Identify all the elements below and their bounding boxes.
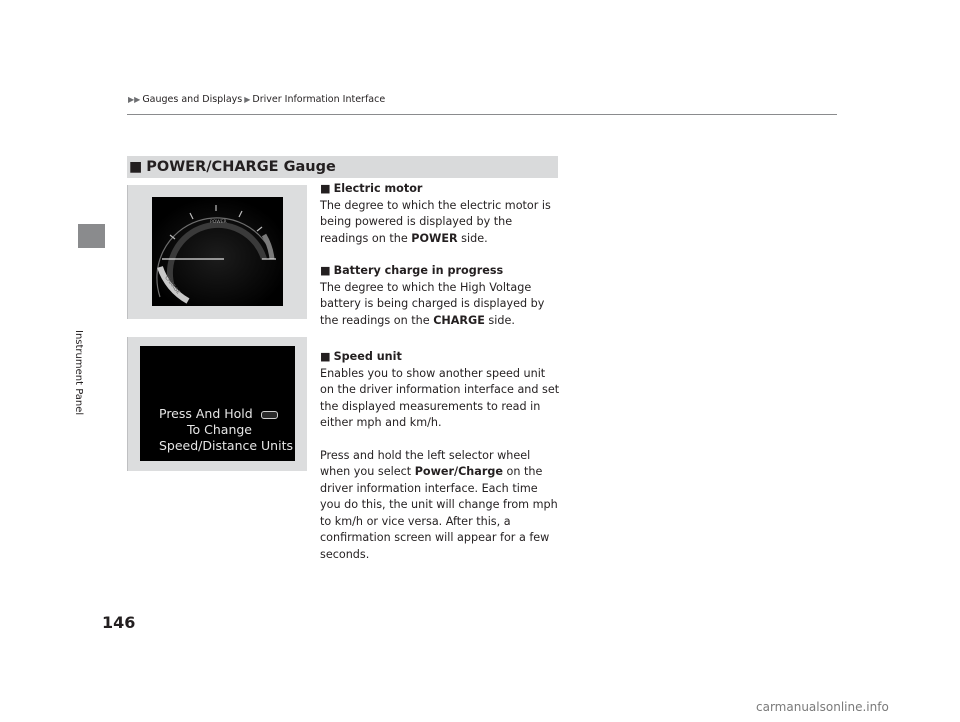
battery-charge-text bbox=[320, 280, 560, 330]
section-header bbox=[127, 156, 558, 178]
section-title: POWER/CHARGE Gauge bbox=[146, 159, 336, 175]
speed-unit-heading-text: Speed unit bbox=[333, 350, 402, 363]
battery-charge-text-a: The degree to which the High Voltage battery is being charged is displayed by the readings on the bbox=[320, 280, 545, 327]
page-number: 146 bbox=[102, 613, 136, 632]
watermark[interactable]: carmanualsonline.info bbox=[756, 700, 889, 714]
chapter-label: Instrument Panel bbox=[73, 330, 84, 416]
battery-charge-text-bold: CHARGE bbox=[433, 313, 485, 327]
speed-unit-text-1: Enables you to show another speed unit on the driver information interface and set the displayed measurements to read in either mph and km/h. bbox=[320, 366, 560, 429]
display-line-2: To Change bbox=[187, 422, 252, 437]
electric-motor-text bbox=[320, 198, 560, 248]
speed-unit-text-2b: on the driver information interface. Each time you do this, the unit will change from mph to km/h or vice versa. After this, a confirmation screen will appear for a few seconds. bbox=[320, 465, 558, 561]
speed-unit-text-2-bold: Power/Charge bbox=[414, 465, 503, 478]
display-line-3: Speed/Distance Units bbox=[159, 438, 293, 453]
subhead-marker-icon: ■ bbox=[320, 182, 331, 195]
electric-motor-heading-text: Electric motor bbox=[333, 182, 423, 195]
subhead-marker-icon: ■ bbox=[320, 350, 331, 363]
header-divider bbox=[127, 114, 837, 115]
content-column bbox=[320, 181, 560, 563]
speed-unit-text-2 bbox=[320, 448, 560, 564]
breadcrumb-arrow-icon: ▶ bbox=[244, 95, 251, 104]
breadcrumb-item-gauges[interactable]: Gauges and Displays bbox=[142, 94, 243, 105]
electric-motor-text-b: side. bbox=[457, 231, 488, 245]
speed-unit-text-2a: Press and hold the left selector wheel when you select bbox=[320, 448, 531, 478]
electric-motor-text-bold: POWER bbox=[411, 231, 458, 245]
gauge-charge-label: CHARGE bbox=[163, 275, 182, 296]
gauge-display bbox=[152, 197, 283, 306]
display-line-1 bbox=[159, 406, 278, 421]
display-line-1-text: Press And Hold bbox=[159, 406, 253, 421]
speed-unit-heading bbox=[320, 349, 560, 366]
power-charge-gauge-figure bbox=[127, 185, 307, 319]
gauge-power-label: POWER bbox=[210, 220, 227, 225]
section-marker-icon: ■ bbox=[129, 159, 143, 175]
selector-wheel-icon bbox=[261, 411, 278, 419]
battery-charge-heading-text: Battery charge in progress bbox=[333, 264, 504, 277]
battery-charge-text-b: side. bbox=[484, 313, 515, 327]
chapter-tab bbox=[78, 224, 105, 248]
breadcrumb-arrow-icon: ▶▶ bbox=[128, 95, 141, 104]
electric-motor-text-a: The degree to which the electric motor is being powered is displayed by the readings on the bbox=[320, 198, 551, 245]
battery-charge-heading bbox=[320, 263, 560, 280]
speed-unit-display bbox=[140, 346, 295, 461]
breadcrumb-item-dii[interactable]: Driver Information Interface bbox=[252, 94, 386, 105]
subhead-marker-icon: ■ bbox=[320, 264, 331, 277]
electric-motor-heading bbox=[320, 181, 560, 198]
speed-unit-figure bbox=[127, 337, 307, 471]
breadcrumb bbox=[128, 94, 385, 105]
